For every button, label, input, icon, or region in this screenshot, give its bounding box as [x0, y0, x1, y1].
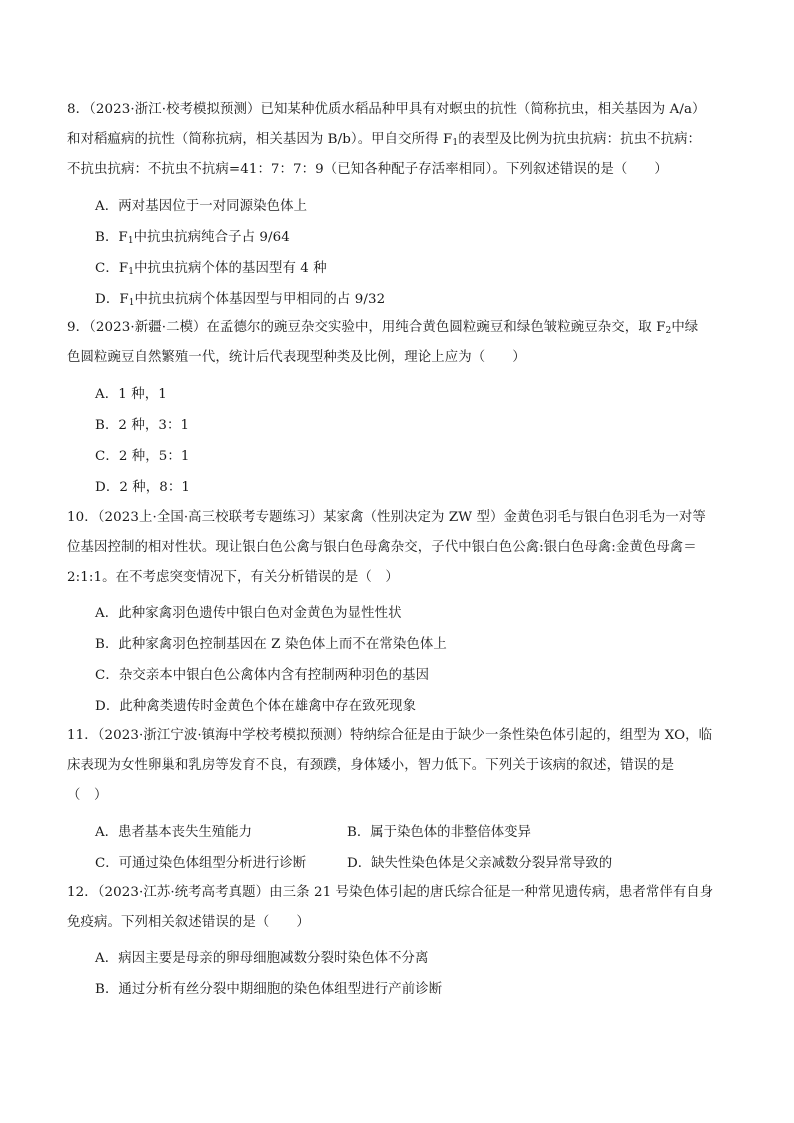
- option-b: B．此种家禽羽色控制基因在 Z 染色体上而不在常染色体上: [95, 637, 447, 652]
- option-d: D．$F_1$中抗虫抗病个体基因型与甲相同的占 9/32: [95, 292, 386, 308]
- question-stem-line: （ ）: [67, 788, 108, 803]
- option-c: C．可通过染色体组型分析进行诊断: [95, 856, 307, 871]
- option-b: B．$F_1$中抗虫抗病纯合子占 9/64: [95, 230, 290, 246]
- question-stem-line: 10．（2023上·全国·高三校联考专题练习）某家禽（性别决定为 ZW 型）金黄色羽毛与银白色羽毛为一对等: [67, 510, 706, 525]
- option-c: C．杂交亲本中银白色公禽体内含有控制两种羽色的基因: [95, 668, 430, 683]
- question-stem-line: 不抗虫抗病：不抗虫不抗病=41：7：7：9（已知各种配子存活率相同）。下列叙述错误的是（ ）: [67, 162, 668, 177]
- question-stem-line: 11．（2023·浙江宁波·镇海中学校考模拟预测）特纳综合征是由于缺少一条性染色体引起的，组型为 XO，临: [67, 728, 713, 743]
- option-d: D．此种禽类遗传时金黄色个体在雄禽中存在致死现象: [95, 699, 417, 714]
- question-stem-line: 9．（2023·新疆·二模）在孟德尔的豌豆杂交实验中，用纯合黄色圆粒豌豆和绿色皱粒豌豆杂交，取 $F_2$中绿: [67, 320, 699, 336]
- option-b: B．属于染色体的非整倍体变异: [347, 825, 531, 840]
- option-a: A．患者基本丧失生殖能力: [95, 825, 252, 840]
- option-a: A．此种家禽羽色遗传中银白色对金黄色为显性性状: [95, 606, 402, 621]
- question-stem-line: 位基因控制的相对性状。现让银白色公禽与银白色母禽杂交，子代中银白色公禽:银白色母禽:金黄色母禽＝: [67, 540, 697, 555]
- option-d: D．2 种，8：1: [95, 480, 191, 495]
- question-stem-line: 8．（2023·浙江·校考模拟预测）已知某种优质水稻品种甲具有对螟虫的抗性（简称抗虫，相关基因为 A/a）: [67, 102, 706, 117]
- option-b: B．2 种，3：1: [95, 418, 190, 433]
- option-c: C．2 种，5：1: [95, 449, 190, 464]
- question-stem-line: 12．（2023·江苏·统考高考真题）由三条 21 号染色体引起的唐氏综合征是一种常见遗传病，患者常伴有自身: [67, 885, 714, 900]
- question-stem-line: 色圆粒豌豆自然繁殖一代，统计后代表现型种类及比例，理论上应为（ ）: [67, 350, 526, 365]
- question-stem-line: 和对稻瘟病的抗性（简称抗病，相关基因为 B/b）。甲自交所得 $F_1$的表型及比例为抗虫抗病：抗虫不抗病：: [67, 132, 702, 148]
- question-stem-line: 床表现为女性卵巢和乳房等发育不良，有颈蹼，身体矮小，智力低下。下列关于该病的叙述，错误的是: [67, 758, 675, 773]
- question-stem-line: 2:1:1。在不考虑突变情况下，有关分析错误的是（ ）: [67, 570, 399, 585]
- option-c: C．$F_1$中抗虫抗病个体的基因型有 4 种: [95, 261, 327, 277]
- option-a: A．两对基因位于一对同源染色体上: [95, 199, 308, 214]
- option-d: D．缺失性染色体是父亲减数分裂异常导致的: [347, 856, 613, 871]
- question-stem-line: 免疫病。下列相关叙述错误的是（ ）: [67, 915, 310, 930]
- option-a: A．病因主要是母亲的卵母细胞减数分裂时染色体不分离: [95, 951, 429, 966]
- option-b: B．通过分析有丝分裂中期细胞的染色体组型进行产前诊断: [95, 982, 443, 997]
- option-a: A．1 种，1: [95, 387, 167, 402]
